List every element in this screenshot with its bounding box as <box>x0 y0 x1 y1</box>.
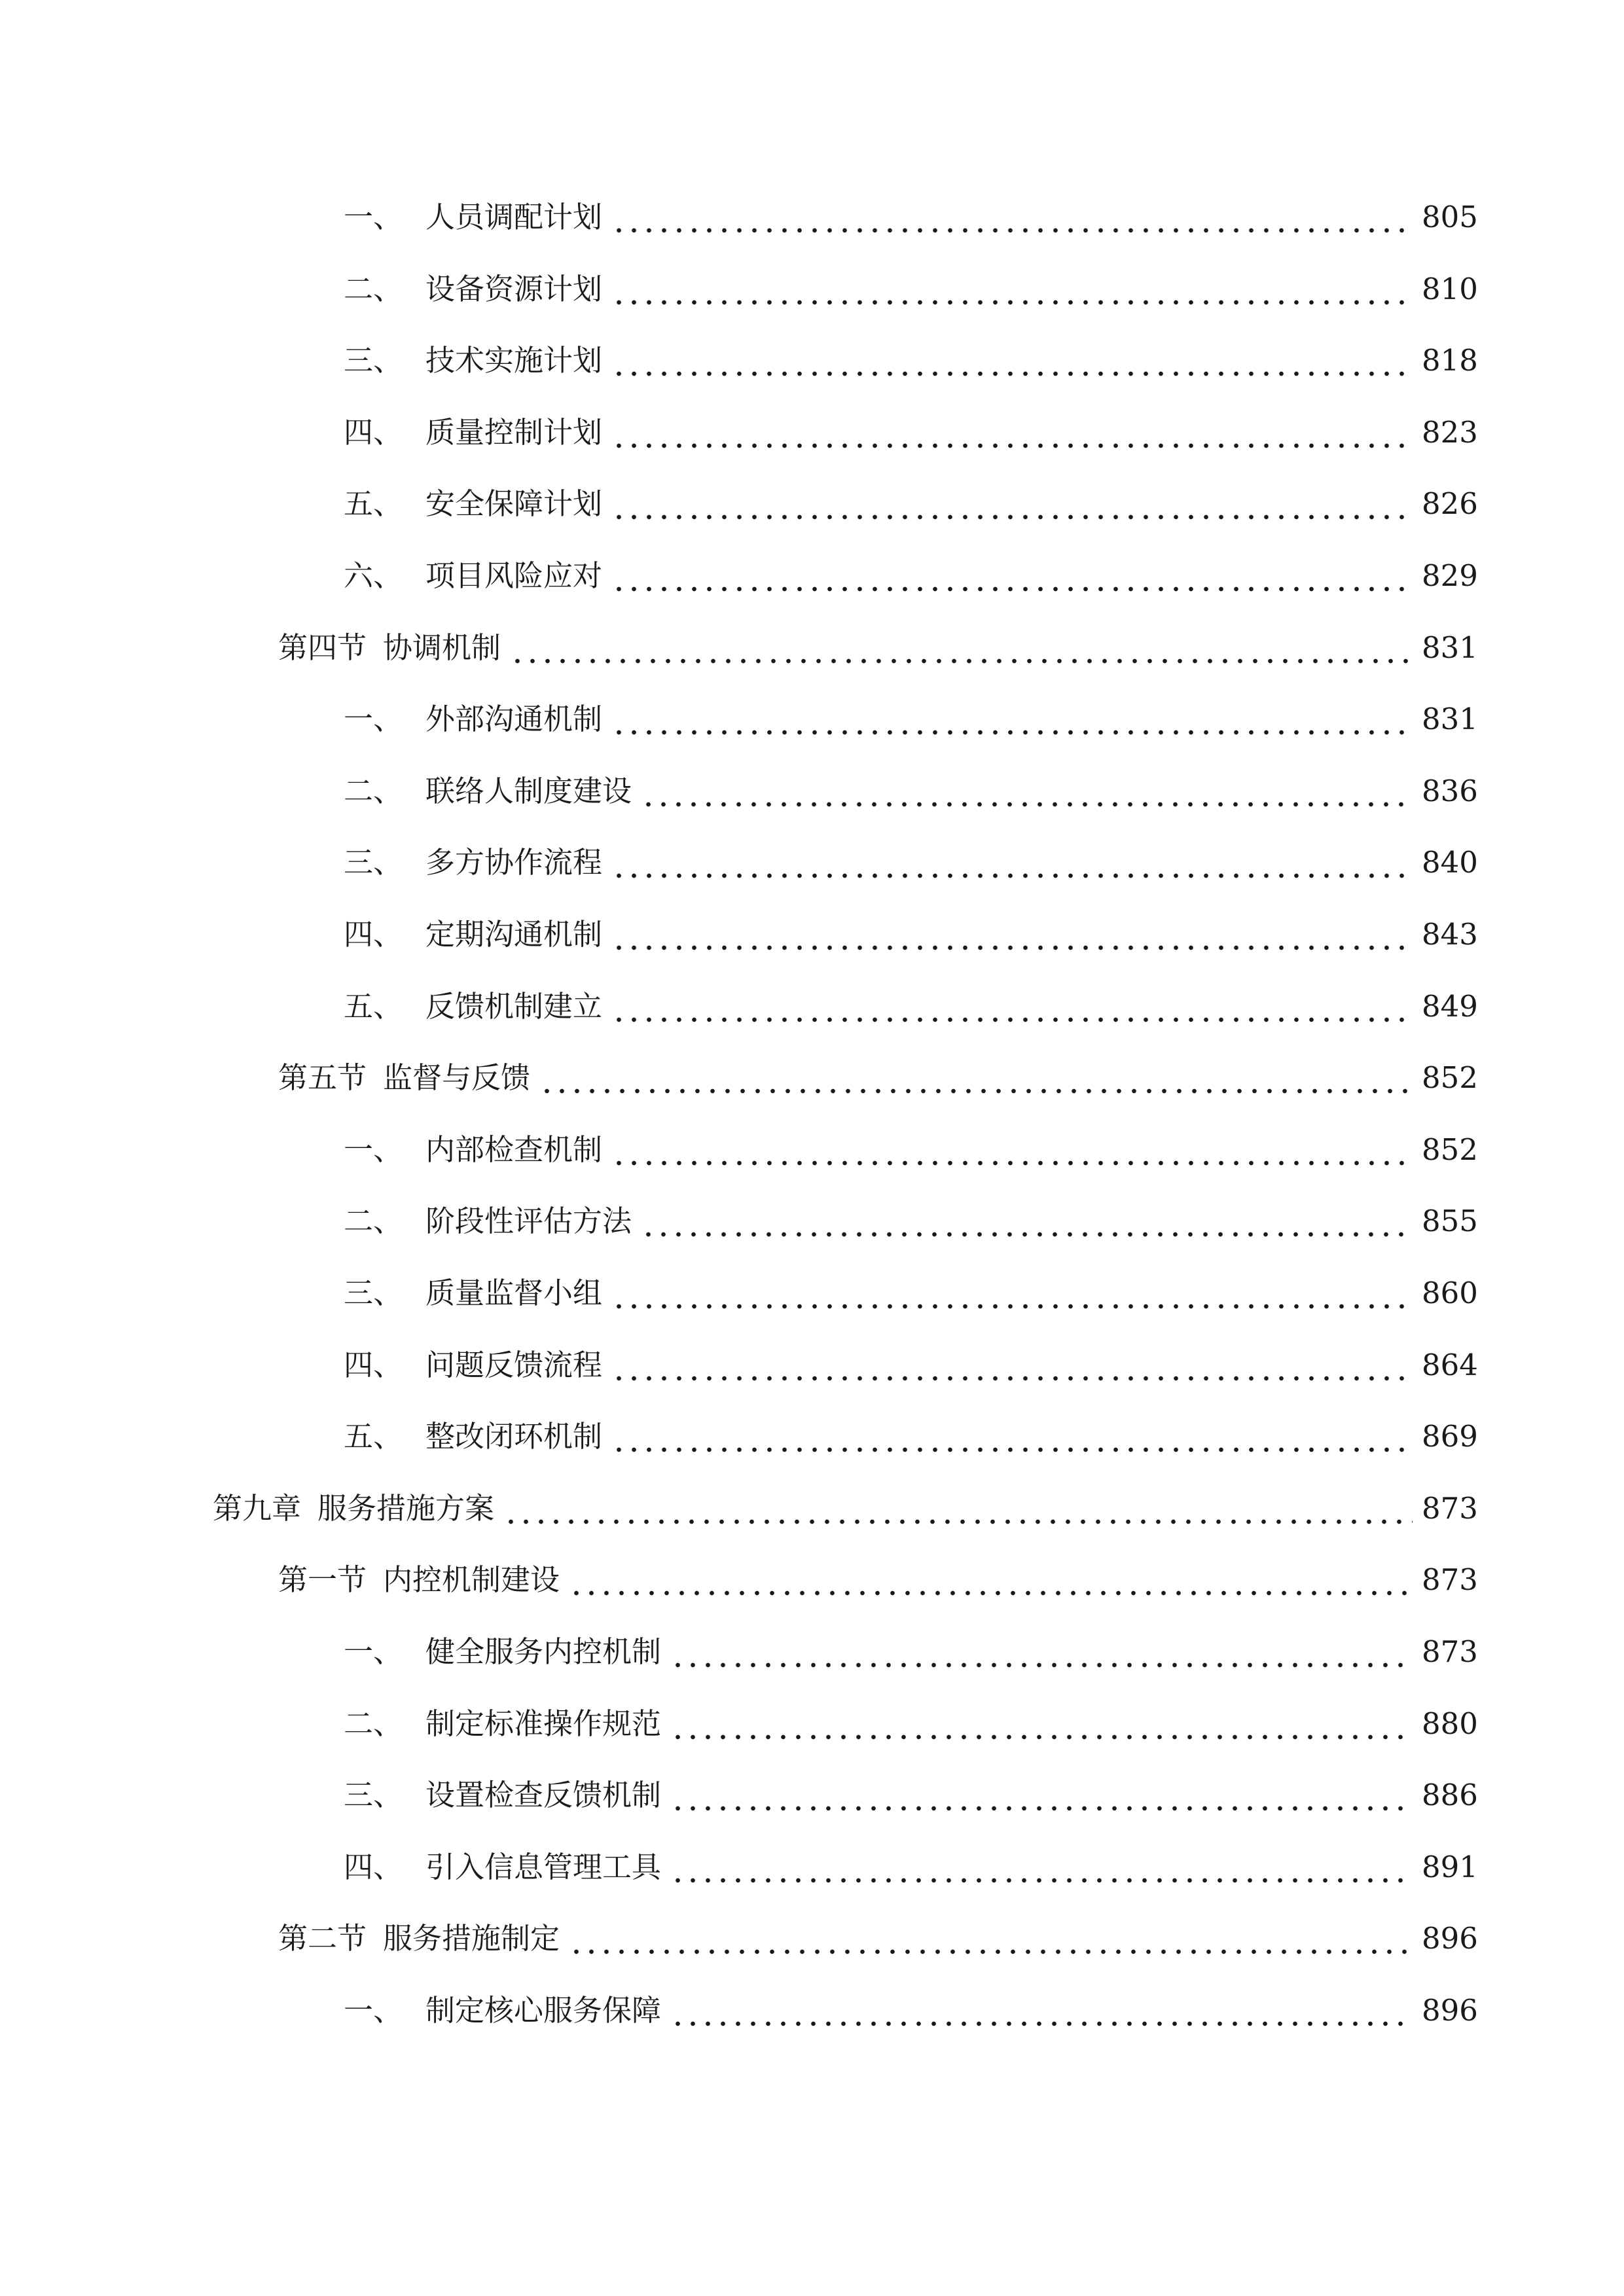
toc-entry-page-number: 852 <box>1422 1132 1478 1167</box>
toc-entry-page-number: 840 <box>1422 845 1478 880</box>
toc-entry-number: 二、 <box>344 1706 403 1741</box>
toc-entry-number: 二、 <box>344 1204 403 1238</box>
dot-leader <box>611 1410 1413 1463</box>
toc-entry-title: 引入信息管理工具 <box>425 1850 662 1884</box>
toc-entry-title: 定期沟通机制 <box>425 917 603 952</box>
toc-entry-title: 内部检查机制 <box>425 1132 603 1167</box>
toc-entry-title: 整改闭环机制 <box>425 1419 603 1454</box>
dot-leader <box>611 1267 1413 1319</box>
toc-entry-page-number: 891 <box>1422 1850 1478 1884</box>
toc-entry-page-number: 855 <box>1422 1204 1478 1238</box>
toc-entry-number: 一、 <box>344 1132 403 1167</box>
toc-entry[interactable] <box>344 980 1478 1033</box>
toc-entry-title: 设置检查反馈机制 <box>425 1778 662 1812</box>
toc-entry-number: 第四节 <box>278 630 367 665</box>
toc-entry[interactable] <box>344 693 1478 745</box>
dot-leader <box>611 836 1413 889</box>
toc-entry-title: 多方协作流程 <box>425 845 603 880</box>
toc-entry[interactable] <box>344 263 1478 315</box>
toc-entry[interactable] <box>344 334 1478 387</box>
toc-entry[interactable] <box>344 478 1478 530</box>
dot-leader <box>569 1554 1413 1606</box>
dot-leader <box>670 1841 1413 1893</box>
toc-entry-page-number: 896 <box>1422 1993 1478 2028</box>
dot-leader <box>611 1339 1413 1391</box>
dot-leader <box>611 550 1413 602</box>
dot-leader <box>510 622 1413 674</box>
toc-entry[interactable] <box>344 1984 1478 2037</box>
toc-entry[interactable] <box>344 1267 1478 1319</box>
dot-leader <box>611 980 1413 1033</box>
toc-entry-title: 监督与反馈 <box>383 1060 531 1095</box>
toc-entry-title: 反馈机制建立 <box>425 989 603 1024</box>
toc-entry-number: 五、 <box>344 1419 403 1454</box>
dot-leader <box>569 1912 1413 1965</box>
toc-entry-page-number: 818 <box>1422 343 1478 378</box>
toc-entry-title: 健全服务内控机制 <box>425 1634 662 1669</box>
toc-entry-page-number: 852 <box>1422 1060 1478 1095</box>
dot-leader <box>611 334 1413 387</box>
toc-entry-number: 二、 <box>344 272 403 306</box>
toc-entry[interactable] <box>344 908 1478 961</box>
toc-entry-number: 五、 <box>344 486 403 521</box>
toc-entry-number: 第一节 <box>278 1562 367 1597</box>
dot-leader <box>611 1124 1413 1176</box>
dot-leader <box>539 1052 1413 1104</box>
dot-leader <box>670 1769 1413 1821</box>
toc-entry[interactable] <box>344 550 1478 602</box>
toc-entry-number: 三、 <box>344 343 403 378</box>
toc-entry[interactable] <box>344 1769 1478 1821</box>
toc-entry-page-number: 873 <box>1422 1634 1478 1669</box>
dot-leader <box>611 478 1413 530</box>
toc-entry-number: 一、 <box>344 200 403 234</box>
toc-entry[interactable] <box>344 1698 1478 1750</box>
toc-entry-page-number: 849 <box>1422 989 1478 1024</box>
toc-entry[interactable] <box>344 1626 1478 1678</box>
toc-entry-number: 一、 <box>344 1634 403 1669</box>
dot-leader <box>611 406 1413 459</box>
toc-entry[interactable] <box>344 1841 1478 1893</box>
toc-entry-number: 三、 <box>344 1778 403 1812</box>
toc-entry[interactable] <box>278 622 1478 674</box>
toc-entry-page-number: 805 <box>1422 200 1478 234</box>
toc-entry-number: 六、 <box>344 558 403 593</box>
toc-entry-title: 技术实施计划 <box>425 343 603 378</box>
toc-entry[interactable] <box>344 836 1478 889</box>
toc-entry-number: 第二节 <box>278 1921 367 1956</box>
toc-entry-title: 服务措施方案 <box>317 1491 495 1526</box>
toc-entry[interactable] <box>344 1124 1478 1176</box>
toc-entry[interactable] <box>344 1195 1478 1247</box>
toc-entry-page-number: 831 <box>1422 630 1478 665</box>
toc-entry-page-number: 826 <box>1422 486 1478 521</box>
toc-entry-title: 制定标准操作规范 <box>425 1706 662 1741</box>
dot-leader <box>641 765 1413 817</box>
toc-entry-page-number: 810 <box>1422 272 1478 306</box>
toc-entry-number: 四、 <box>344 1850 403 1884</box>
toc-entry-number: 五、 <box>344 989 403 1024</box>
toc-entry[interactable] <box>344 406 1478 459</box>
dot-leader <box>670 1984 1413 2037</box>
toc-entry[interactable] <box>278 1912 1478 1965</box>
toc-entry-number: 四、 <box>344 1348 403 1382</box>
toc-entry-title: 安全保障计划 <box>425 486 603 521</box>
toc-entry-number: 一、 <box>344 1993 403 2028</box>
toc-entry-page-number: 831 <box>1422 702 1478 736</box>
dot-leader <box>641 1195 1413 1247</box>
dot-leader <box>611 693 1413 745</box>
dot-leader <box>611 908 1413 961</box>
toc-entry-page-number: 869 <box>1422 1419 1478 1454</box>
toc-entry-title: 联络人制度建设 <box>425 774 632 808</box>
toc-entry[interactable] <box>344 1410 1478 1463</box>
dot-leader <box>611 191 1413 243</box>
dot-leader <box>670 1626 1413 1678</box>
toc-entry[interactable] <box>344 1339 1478 1391</box>
toc-entry-page-number: 829 <box>1422 558 1478 593</box>
toc-entry-title: 质量监督小组 <box>425 1276 603 1310</box>
toc-entry-page-number: 823 <box>1422 415 1478 450</box>
toc-entry-title: 阶段性评估方法 <box>425 1204 632 1238</box>
toc-entry-title: 协调机制 <box>383 630 501 665</box>
toc-entry-title: 项目风险应对 <box>425 558 603 593</box>
toc-entry-title: 设备资源计划 <box>425 272 603 306</box>
toc-entry-page-number: 896 <box>1422 1921 1478 1956</box>
toc-entry[interactable] <box>278 1554 1478 1606</box>
toc-entry-page-number: 860 <box>1422 1276 1478 1310</box>
dot-leader <box>670 1698 1413 1750</box>
dot-leader <box>611 263 1413 315</box>
toc-entry-number: 一、 <box>344 702 403 736</box>
toc-entry-title: 制定核心服务保障 <box>425 1993 662 2028</box>
toc-entry-number: 四、 <box>344 415 403 450</box>
toc-entry-number: 第九章 <box>213 1491 302 1526</box>
toc-entry-page-number: 873 <box>1422 1562 1478 1597</box>
dot-leader <box>503 1482 1413 1535</box>
toc-entry[interactable] <box>344 765 1478 817</box>
toc-entry-title: 内控机制建设 <box>383 1562 560 1597</box>
toc-entry-number: 三、 <box>344 845 403 880</box>
toc-entry-title: 问题反馈流程 <box>425 1348 603 1382</box>
toc-entry-title: 外部沟通机制 <box>425 702 603 736</box>
toc-entry-number: 四、 <box>344 917 403 952</box>
toc-entry-number: 二、 <box>344 774 403 808</box>
toc-entry-title: 服务措施制定 <box>383 1921 560 1956</box>
toc-entry-title: 质量控制计划 <box>425 415 603 450</box>
toc-entry-page-number: 886 <box>1422 1778 1478 1812</box>
toc-entry-page-number: 843 <box>1422 917 1478 952</box>
toc-entry-number: 三、 <box>344 1276 403 1310</box>
toc-entry-page-number: 880 <box>1422 1706 1478 1741</box>
toc-entry-page-number: 836 <box>1422 774 1478 808</box>
toc-entry[interactable] <box>278 1052 1478 1104</box>
toc-entry-title: 人员调配计划 <box>425 200 603 234</box>
toc-entry-page-number: 864 <box>1422 1348 1478 1382</box>
toc-entry-number: 第五节 <box>278 1060 367 1095</box>
toc-entry-page-number: 873 <box>1422 1491 1478 1526</box>
toc-entry[interactable] <box>344 191 1478 243</box>
toc-entry[interactable] <box>213 1482 1478 1535</box>
